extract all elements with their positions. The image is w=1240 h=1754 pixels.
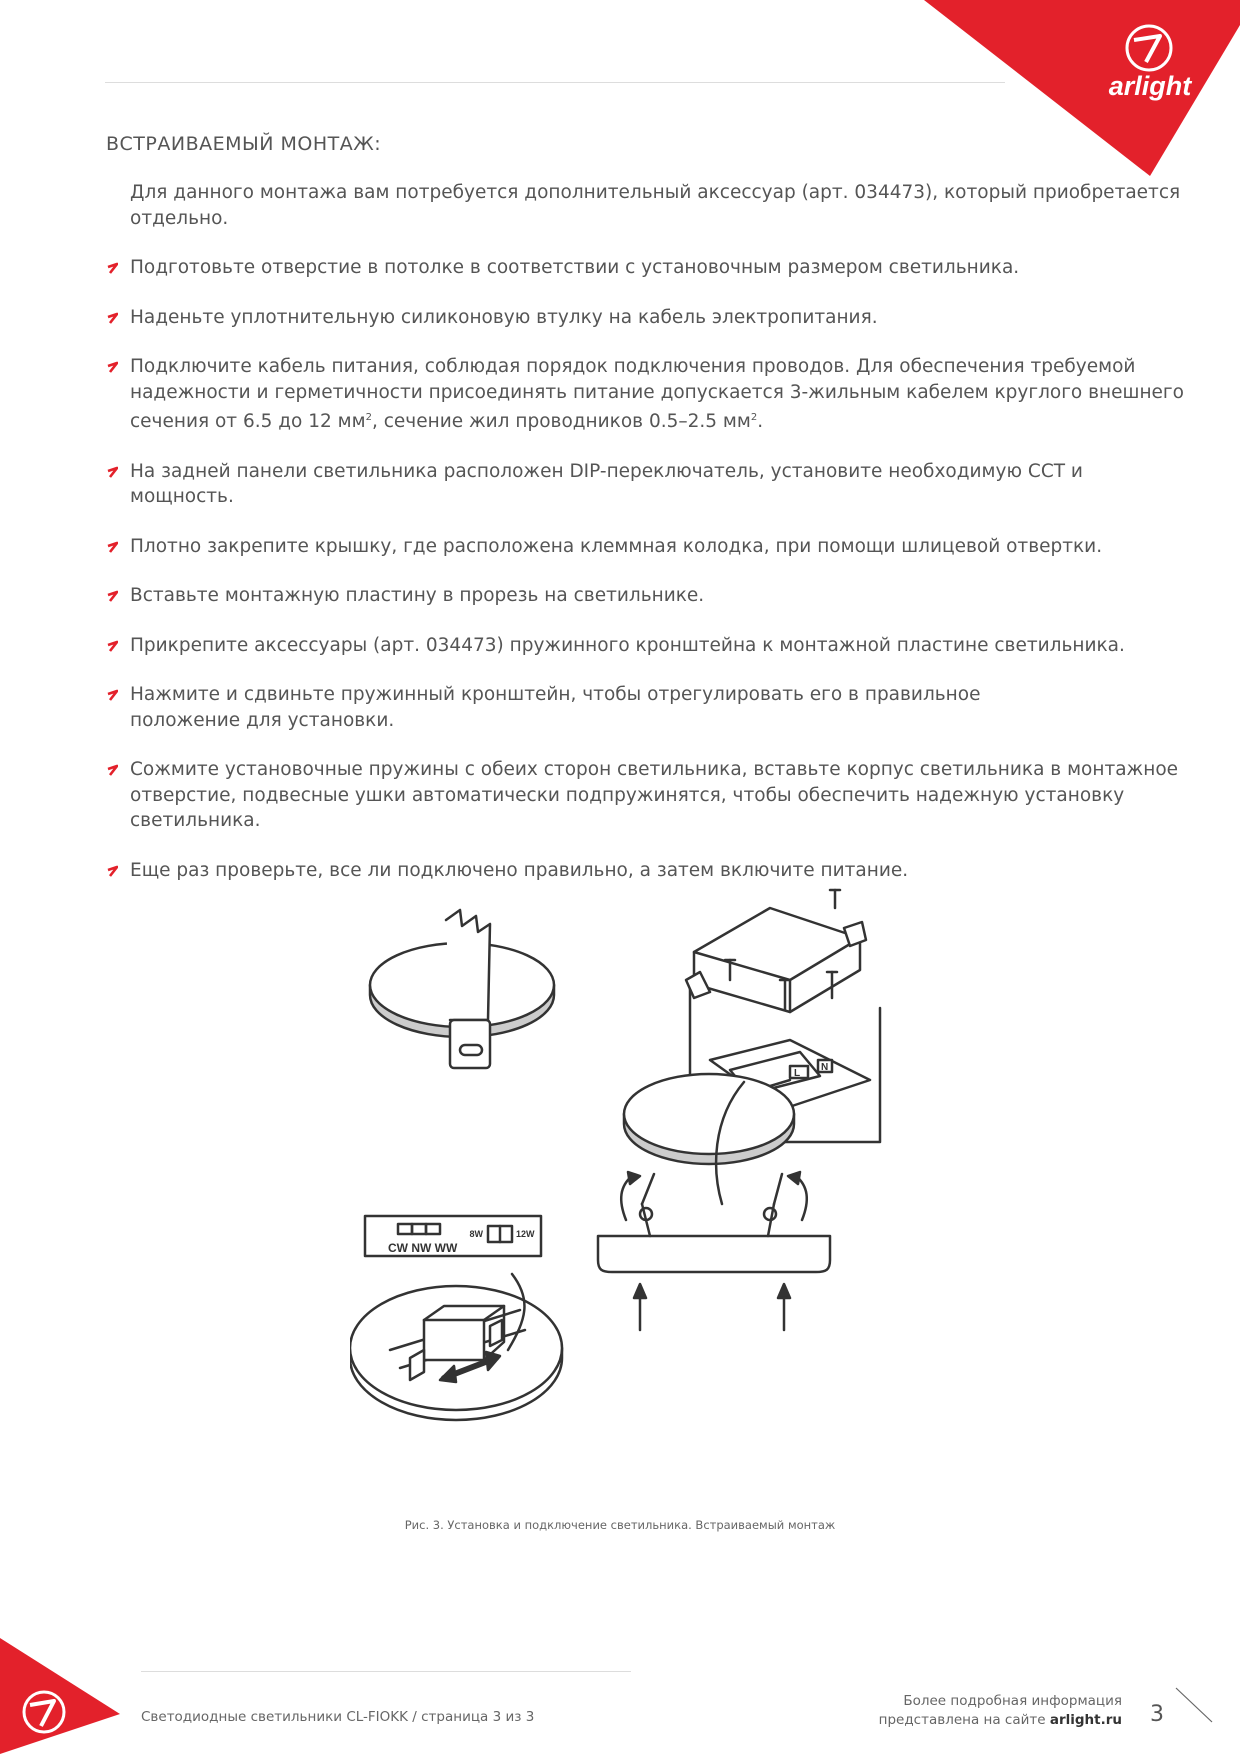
superscript: 2 <box>365 412 372 423</box>
step-item <box>106 633 1186 659</box>
step-item <box>106 305 1186 331</box>
page-slash-icon <box>1174 1686 1214 1724</box>
step-text: Подготовьте отверстие в потолке в соответствии с установочным размером светильника. <box>130 257 1020 278</box>
logo-text: arlight <box>1108 71 1192 101</box>
step-item <box>106 255 1186 281</box>
bullet-arrow-icon <box>106 689 118 701</box>
step-text: На задней панели светильника расположен DIP-переключатель, установите необходимую CCT и мощность. <box>130 460 1083 508</box>
brand-corner-mark <box>0 1616 120 1754</box>
step-text: Сожмите установочные пружины с обеих сторон светильника, вставьте корпус светильника в монтажное отверстие, подвесные ушки автоматически подпружинятся, чтобы обеспечить надежную установку светильника. <box>130 759 1179 832</box>
step-item <box>106 583 1186 609</box>
luminaire-side-drawing <box>598 1174 830 1272</box>
step-text: Вставьте монтажную пластину в прорезь на светильнике. <box>130 585 705 607</box>
step-item <box>106 459 1186 510</box>
bullet-arrow-icon <box>106 640 118 652</box>
bullet-arrow-icon <box>106 361 118 373</box>
page-number: 3 <box>1150 1702 1164 1727</box>
bullet-arrow-icon <box>106 466 118 478</box>
intro-paragraph: Для данного монтажа вам потребуется дополнительный аксессуар (арт. 034473), который приобретается отдельно. <box>130 182 1181 229</box>
bullet-arrow-icon <box>106 590 118 602</box>
site-link[interactable]: arlight.ru <box>1049 1712 1122 1728</box>
terminal-l-label: L <box>794 1068 801 1079</box>
saw-icon <box>446 910 490 1068</box>
bullet-arrow-icon <box>106 541 118 553</box>
terminal-n-label: N <box>821 1062 829 1073</box>
dip-power-high-label: 12W <box>516 1229 535 1239</box>
dip-power-low-label: 8W <box>469 1229 483 1239</box>
superscript: 2 <box>750 412 758 423</box>
dip-cct-label: CW NW WW <box>388 1241 458 1255</box>
footer-info-line <box>879 1711 1122 1730</box>
section-heading: ВСТРАИВАЕМЫЙ МОНТАЖ: <box>106 133 382 155</box>
luminaire-back-drawing <box>350 1274 562 1420</box>
step-text: Подключите кабель питания, соблюдая порядок подключения проводов. Для обеспечения требуемой надежности и герметичности присоединять питание допускается 3-жильным кабелем круглого внешнего сечения от 6.5 до 12 мм <box>130 356 1184 433</box>
step-item <box>106 757 1186 834</box>
step-item <box>106 354 1186 435</box>
bullet-arrow-icon <box>106 262 118 274</box>
bullet-arrow-icon <box>106 764 118 776</box>
bottom-divider <box>141 1671 631 1672</box>
up-arrow-icon <box>634 1284 790 1330</box>
step-text: Наденьте уплотнительную силиконовую втулку на кабель электропитания. <box>130 306 878 328</box>
bullet-arrow-icon <box>106 312 118 324</box>
brand-corner-logo <box>924 0 1240 176</box>
spring-arrow-icon <box>621 1172 807 1220</box>
footer-product-title: Светодиодные светильники CL-FIOKK / страница 3 из 3 <box>141 1709 535 1725</box>
footer-info <box>879 1692 1122 1730</box>
top-divider <box>105 82 1005 83</box>
step-text: , сечение жил проводников 0.5–2.5 мм <box>371 411 751 433</box>
instructions <box>106 180 1186 907</box>
step-item <box>106 534 1186 560</box>
footer-info-prefix: представлена на сайте <box>878 1712 1050 1728</box>
step-item <box>106 682 1090 733</box>
figure-caption: Рис. 3. Установка и подключение светильника. Встраиваемый монтаж <box>404 1518 836 1532</box>
step-text: Нажмите и сдвиньте пружинный кронштейн, чтобы отрегулировать его в правильное положение для установки. <box>130 684 981 731</box>
red-corner-shape <box>924 0 1240 176</box>
red-corner-shape <box>0 1638 120 1754</box>
step-text: Прикрепите аксессуары (арт. 034473) пружинного кронштейна к монтажной пластине светильника. <box>130 634 1125 656</box>
step-text: . <box>757 411 764 433</box>
footer-info-line: Более подробная информация <box>903 1693 1122 1709</box>
step-text: Плотно закрепите крышку, где расположена клеммная колодка, при помощи шлицевой отвертки. <box>130 535 1103 557</box>
bullet-arrow-icon <box>106 865 118 877</box>
installation-illustration <box>350 880 940 1440</box>
step-text: Еще раз проверьте, все ли подключено правильно, а затем включите питание. <box>130 859 909 881</box>
